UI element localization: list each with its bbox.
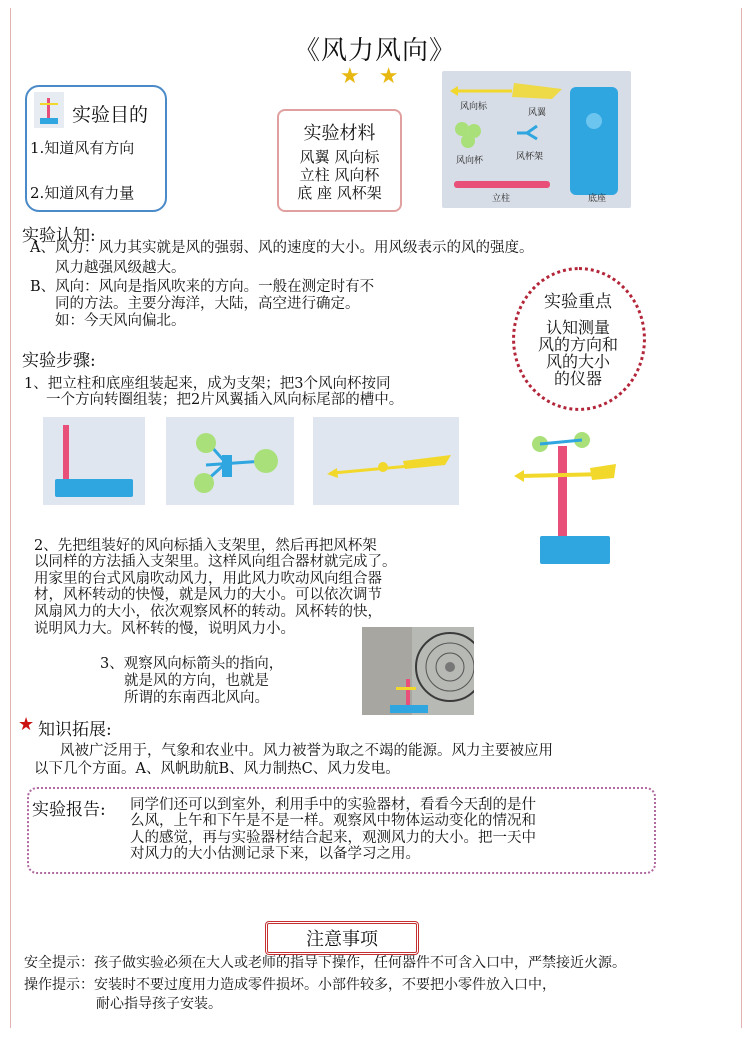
step3-line3: 所谓的东南西北风向。 <box>124 690 269 706</box>
focus-line-4: 的仪器 <box>553 369 602 388</box>
operation-tip-line2: 耐心指导孩子安装。 <box>96 996 222 1012</box>
cognition-a-line2: 风力越强风级越大。 <box>55 260 186 276</box>
stand-illustration <box>43 417 145 505</box>
cognition-b-line2: 同的方法。主要分海洋，大陆，高空进行确定。 <box>55 296 360 312</box>
report-line4: 对风力的大小估测记录下来，以备学习之用。 <box>130 846 420 862</box>
knowledge-line2: 以下几个方面。A、风帆助航B、风力制热C、风力发电。 <box>34 761 400 777</box>
purpose-item-2: 2.知道风有力量 <box>30 184 135 202</box>
materials-row-3: 底 座 风杯架 <box>297 184 382 202</box>
knowledge-heading: 知识拓展: <box>38 720 112 740</box>
cognition-a-line1: A、风力：风力其实就是风的强弱、风的速度的大小。用风级表示的风的强度。 <box>30 240 534 256</box>
step3-line1: 3、观察风向标箭头的指向， <box>100 656 284 672</box>
report-line2: 么风，上午和下午是不是一样。观察风中物体运动变化的情况和 <box>130 813 536 829</box>
materials-row-2: 立柱 风向杯 <box>299 166 380 184</box>
cognition-heading: 实验认知: <box>22 226 96 246</box>
step1-line1: 1、把立柱和底座组装起来，成为支架；把3个风向杯按同 <box>24 376 391 392</box>
step2-line5: 风扇风力的大小，依次观察风杯的转动。风杯转的快， <box>34 604 382 620</box>
focus-line-2: 风的方向和 <box>537 335 618 354</box>
parts-illustration <box>442 71 631 208</box>
vane-thumbnail-icon <box>34 92 64 128</box>
cups-illustration <box>166 417 294 505</box>
label-wing: 风翼 <box>528 108 547 118</box>
label-cup-frame: 风杯架 <box>516 152 544 162</box>
report-line1: 同学们还可以到室外，利用手中的实验器材，看看今天刮的是什 <box>130 797 536 813</box>
focus-line-3: 风的大小 <box>545 352 610 371</box>
materials-row-1: 风翼 风向标 <box>299 148 380 166</box>
label-base: 底座 <box>588 194 607 204</box>
purpose-title: 实验目的 <box>72 104 149 126</box>
focus-title: 实验重点 <box>544 292 612 312</box>
steps-heading: 实验步骤: <box>22 351 96 371</box>
focus-line-1: 认知测量 <box>545 318 610 337</box>
step2-line6: 说明风力大。风杯转的慢，说明风力小。 <box>34 621 295 637</box>
step-photo-cups <box>166 417 294 505</box>
knowledge-star-icon: ★ <box>18 714 35 735</box>
step-photo-stand <box>43 417 145 505</box>
step3-line2: 就是风的方向，也就是 <box>124 673 269 689</box>
knowledge-line1: 风被广泛用于，气象和农业中。风力被誉为取之不竭的能源。风力主要被应用 <box>60 743 553 759</box>
purpose-item-1: 1.知道风有方向 <box>30 139 135 157</box>
materials-title: 实验材料 <box>303 123 376 144</box>
fan-photo <box>362 627 474 715</box>
report-line3: 人的感觉，再与实验器材结合起来，观测风力的大小。把一天中 <box>130 830 536 846</box>
rating-stars: ★ ★ <box>340 64 405 89</box>
page-title: 《风力风向》 <box>293 36 456 66</box>
step1-line2: 一个方向转圈组装；把2片风翼插入风向标尾部的槽中。 <box>46 392 404 408</box>
cognition-b-line1: B、风向：风向是指风吹来的方向。一般在测定时有不 <box>30 279 375 295</box>
report-label: 实验报告: <box>32 800 106 820</box>
step2-line1: 2、先把组装好的风向标插入支架里，然后再把风杯架 <box>34 538 377 554</box>
assembled-device-illustration <box>510 428 620 568</box>
label-vane: 风向标 <box>460 102 488 112</box>
label-cup: 风向杯 <box>456 156 484 166</box>
label-pillar: 立柱 <box>492 194 511 204</box>
vane-illustration <box>313 417 459 505</box>
step2-line3: 用家里的台式风扇吹动风力，用此风力吹动风向组合器 <box>34 571 382 587</box>
operation-tip-line1: 操作提示：安装时不要过度用力造成零件损坏。小部件较多，不要把小零件放入口中， <box>24 977 556 993</box>
step2-line2: 以同样的方法插入支架里。这样风向组合器材就完成了。 <box>34 554 397 570</box>
parts-photo <box>442 71 631 208</box>
safety-tip: 安全提示：孩子做实验必须在大人或老师的指导下操作，任何器件不可含入口中，严禁接近火源。 <box>24 955 626 971</box>
cognition-b-line3: 如：今天风向偏北。 <box>55 313 186 329</box>
fan-illustration <box>362 627 474 715</box>
step2-line4: 材，风杯转动的快慢，就是风力的大小。可以依次调节 <box>34 587 382 603</box>
step-photo-vane <box>313 417 459 505</box>
notice-title: 注意事项 <box>306 929 378 950</box>
